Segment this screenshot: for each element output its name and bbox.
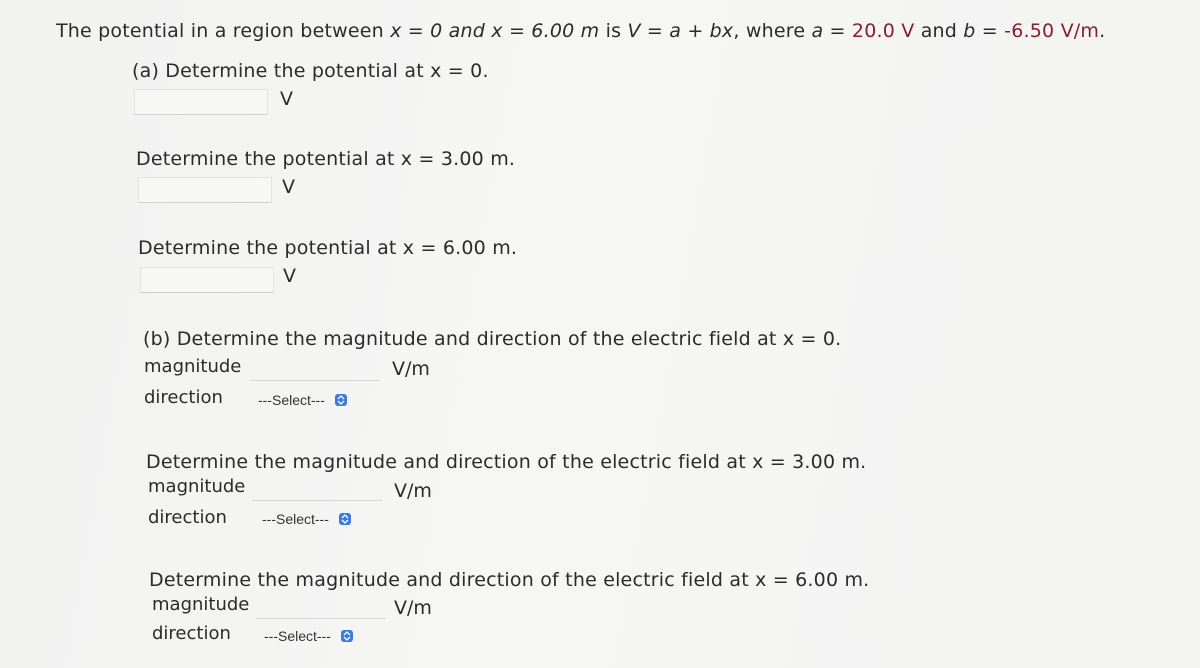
select-placeholder: ---Select--- xyxy=(258,392,325,408)
problem-statement xyxy=(56,20,1105,42)
part-a-question-2: Determine the potential at x = 3.00 m. xyxy=(136,148,516,170)
potential-x0-input[interactable] xyxy=(134,89,268,115)
direction-x0-select[interactable] xyxy=(258,390,347,410)
period: . xyxy=(1099,20,1106,42)
select-placeholder: ---Select--- xyxy=(262,511,329,527)
potential-x6-unit: V xyxy=(283,265,296,287)
intro-range: x = 0 and x = 6.00 m xyxy=(390,20,600,42)
direction-label-1: direction xyxy=(144,387,223,408)
magnitude-label-1: magnitude xyxy=(144,356,242,377)
magnitude-x0-unit: V/m xyxy=(392,358,430,380)
a-value: 20.0 V xyxy=(851,20,915,42)
part-b-question-2: Determine the magnitude and direction of the electric field at x = 3.00 m. xyxy=(146,451,867,473)
part-a-question-1: (a) Determine the potential at x = 0. xyxy=(132,60,489,82)
potential-x0-unit: V xyxy=(280,88,293,110)
a-label: a = xyxy=(811,20,852,42)
select-arrows-icon xyxy=(335,394,347,406)
part-b-question-1: (b) Determine the magnitude and direction of the electric field at x = 0. xyxy=(143,328,842,350)
magnitude-x6-input[interactable] xyxy=(256,598,386,619)
magnitude-x0-input[interactable] xyxy=(250,360,380,381)
part-b-question-3: Determine the magnitude and direction of the electric field at x = 6.00 m. xyxy=(149,569,870,591)
potential-x3-input[interactable] xyxy=(138,177,272,203)
intro-formula: V = a + bx xyxy=(627,20,734,42)
potential-x3-unit: V xyxy=(282,176,295,198)
and-text: and xyxy=(914,20,964,42)
potential-x6-input[interactable] xyxy=(140,267,274,293)
magnitude-x3-input[interactable] xyxy=(252,480,382,501)
intro-prefix: The potential in a region between xyxy=(56,20,391,42)
select-placeholder: ---Select--- xyxy=(264,628,331,644)
part-a-question-3: Determine the potential at x = 6.00 m. xyxy=(138,237,518,259)
select-arrows-icon xyxy=(341,630,353,642)
intro-middle: is xyxy=(599,20,628,42)
magnitude-x3-unit: V/m xyxy=(394,480,432,502)
select-arrows-icon xyxy=(339,513,351,525)
magnitude-x6-unit: V/m xyxy=(394,597,432,619)
magnitude-label-2: magnitude xyxy=(148,476,246,497)
direction-label-2: direction xyxy=(148,507,227,528)
b-label: b = xyxy=(963,20,1005,42)
magnitude-label-3: magnitude xyxy=(152,594,250,615)
direction-x3-select[interactable] xyxy=(262,509,351,529)
direction-label-3: direction xyxy=(152,623,231,644)
intro-where: , where xyxy=(733,20,812,42)
b-value: -6.50 V/m xyxy=(1004,20,1100,42)
direction-x6-select[interactable] xyxy=(264,626,353,646)
